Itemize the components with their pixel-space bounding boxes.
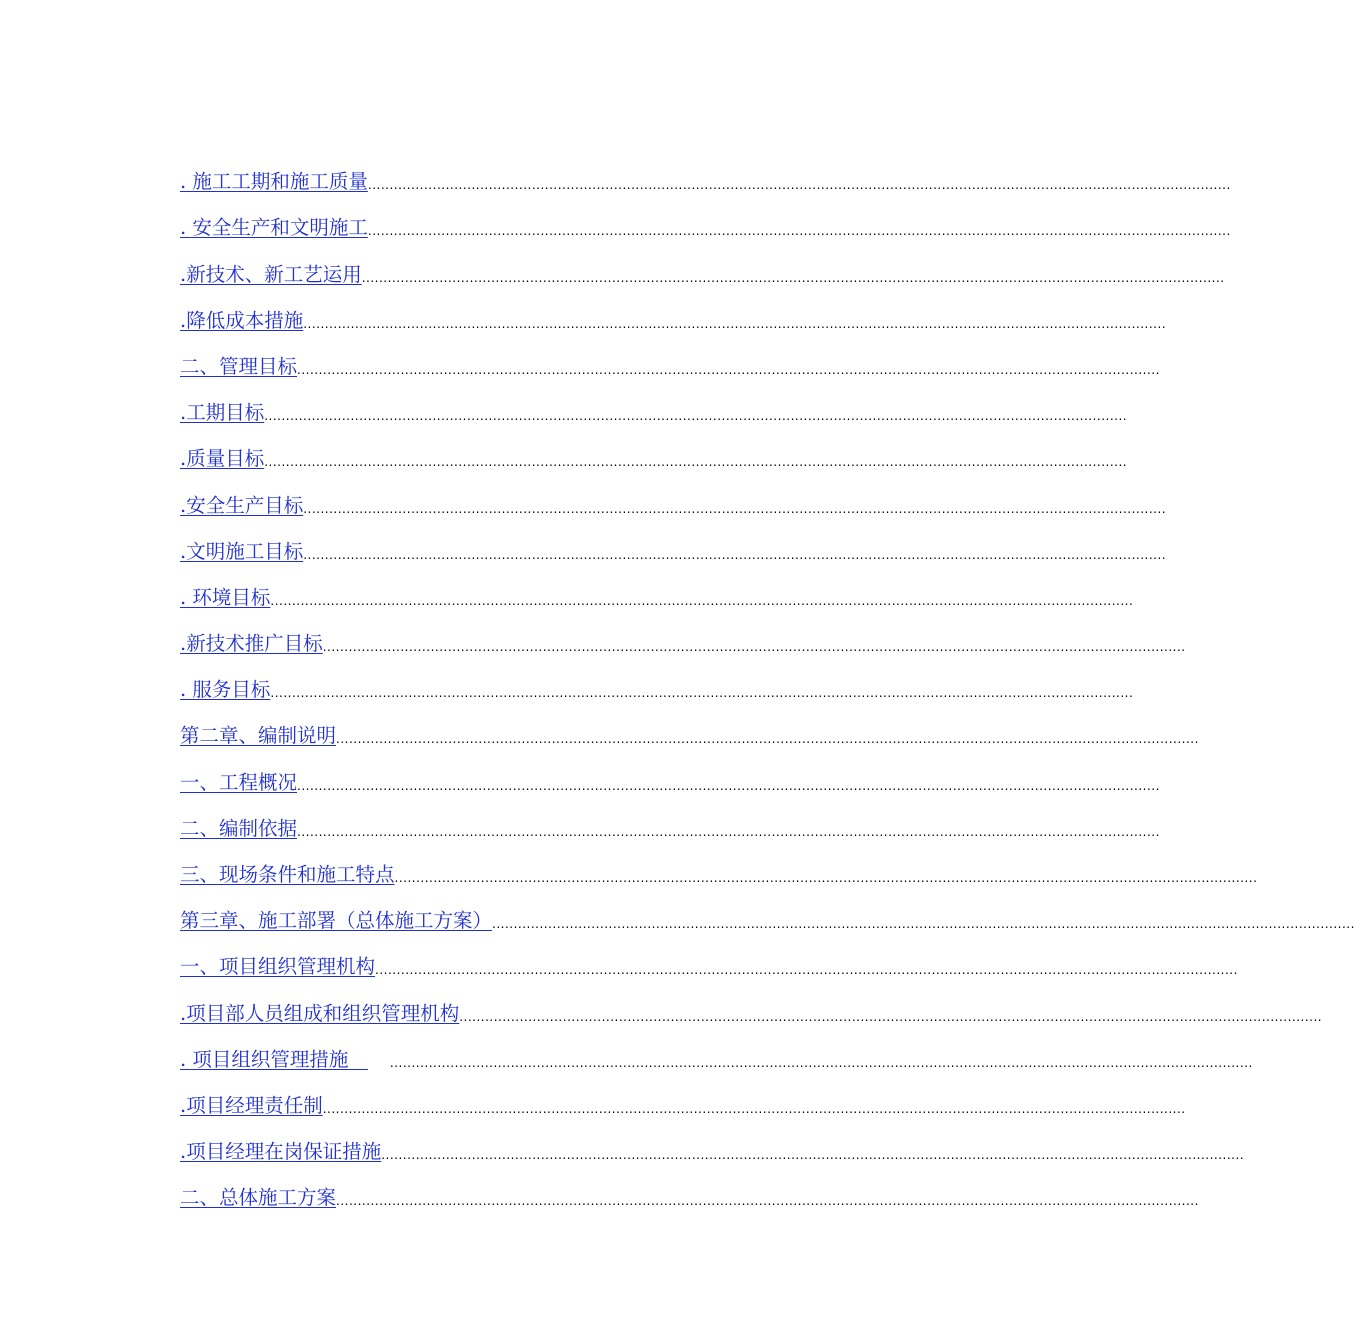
- toc-leader-dots: ........................................................................................................................................................................................................: [297, 824, 1160, 839]
- toc-leader-dots: ........................................................................................................................................................................................................: [303, 547, 1167, 562]
- toc-entry[interactable]: [180, 799, 1160, 845]
- toc-link[interactable]: . 项目组织管理措施: [180, 1047, 368, 1071]
- toc-entry[interactable]: [180, 752, 1160, 798]
- toc-leader-dots: ........................................................................................................................................................................................................: [336, 732, 1199, 747]
- toc-leader-dots: ........................................................................................................................................................................................................: [322, 640, 1186, 655]
- toc-link[interactable]: 二、管理目标: [180, 354, 298, 378]
- toc-entry[interactable]: [180, 568, 1134, 614]
- toc-entry[interactable]: [180, 1168, 1199, 1214]
- toc-entry[interactable]: [180, 429, 1128, 475]
- toc-link[interactable]: .文明施工目标: [180, 539, 304, 563]
- toc-link[interactable]: . 服务目标: [180, 678, 271, 702]
- toc-leader-dots: ........................................................................................................................................................................................................: [264, 455, 1128, 470]
- toc-link[interactable]: 第二章、编制说明: [180, 724, 337, 748]
- toc-leader-dots: ........................................................................................................................................................................................................: [322, 1101, 1186, 1116]
- toc-entry[interactable]: [180, 1122, 1245, 1168]
- toc-link[interactable]: 三、现场条件和施工特点: [180, 863, 395, 886]
- toc-link[interactable]: .项目经理在岗保证措施: [180, 1140, 382, 1164]
- toc-entry[interactable]: [180, 244, 1225, 290]
- toc-entry[interactable]: [180, 937, 1238, 983]
- toc-entry[interactable]: [180, 337, 1160, 383]
- toc-leader-dots: ........................................................................................................................................................................................................: [381, 1148, 1245, 1163]
- toc-link[interactable]: 第三章、施工部署（总体施工方案）: [180, 909, 493, 933]
- table-of-contents: [180, 152, 1355, 1214]
- toc-leader-dots: ........................................................................................................................................................................................................: [389, 1055, 1253, 1070]
- toc-entry[interactable]: [180, 198, 1231, 244]
- toc-leader-dots: ........................................................................................................................................................................................................: [375, 963, 1238, 978]
- toc-link[interactable]: . 环境目标: [180, 585, 271, 609]
- toc-leader-dots: ........................................................................................................................................................................................................: [264, 409, 1128, 424]
- toc-link[interactable]: . 安全生产和文明施工: [180, 216, 368, 240]
- toc-link[interactable]: .降低成本措施: [180, 308, 304, 332]
- toc-link[interactable]: .质量目标: [180, 447, 265, 471]
- toc-link[interactable]: . 施工工期和施工质量: [180, 170, 368, 194]
- toc-entry[interactable]: [180, 522, 1167, 568]
- toc-entry[interactable]: [180, 706, 1199, 752]
- toc-link[interactable]: .新技术推广目标: [180, 632, 323, 656]
- toc-entry[interactable]: [180, 614, 1186, 660]
- toc-leader-dots: ........................................................................................................................................................................................................: [459, 1009, 1323, 1024]
- toc-entry[interactable]: [180, 475, 1167, 521]
- toc-leader-dots: ........................................................................................................................................................................................................: [297, 778, 1160, 793]
- toc-link[interactable]: .安全生产目标: [180, 493, 304, 517]
- toc-leader-dots: ........................................................................................................................................................................................................: [297, 362, 1160, 377]
- toc-leader-dots: ........................................................................................................................................................................................................: [394, 871, 1258, 885]
- toc-link[interactable]: .新技术、新工艺运用: [180, 262, 362, 286]
- toc-entry[interactable]: [180, 291, 1167, 337]
- toc-link[interactable]: 一、工程概况: [180, 770, 298, 794]
- toc-link[interactable]: .项目部人员组成和组织管理机构: [180, 1001, 460, 1025]
- toc-leader-dots: ........................................................................................................................................................................................................: [492, 917, 1355, 932]
- toc-entry[interactable]: [180, 383, 1128, 429]
- toc-link[interactable]: .项目经理责任制: [180, 1093, 323, 1117]
- toc-entry[interactable]: [180, 1076, 1186, 1122]
- toc-leader-dots: ........................................................................................................................................................................................................: [367, 178, 1231, 193]
- toc-leader-dots: ........................................................................................................................................................................................................: [303, 316, 1167, 331]
- toc-entry[interactable]: [180, 983, 1323, 1029]
- toc-link[interactable]: 二、编制依据: [180, 816, 298, 840]
- toc-link[interactable]: 二、总体施工方案: [180, 1186, 337, 1210]
- toc-leader-dots: ........................................................................................................................................................................................................: [270, 593, 1134, 608]
- toc-entry[interactable]: [180, 891, 1355, 937]
- toc-leader-dots: ........................................................................................................................................................................................................: [270, 686, 1134, 701]
- toc-entry[interactable]: [180, 152, 1231, 198]
- toc-leader-dots: ........................................................................................................................................................................................................: [336, 1194, 1199, 1209]
- toc-entry[interactable]: [180, 660, 1134, 706]
- toc-leader-dots: ........................................................................................................................................................................................................: [367, 224, 1231, 239]
- toc-entry[interactable]: [180, 1030, 1253, 1076]
- toc-link[interactable]: .工期目标: [180, 401, 265, 425]
- toc-leader-dots: ........................................................................................................................................................................................................: [303, 501, 1167, 516]
- toc-leader-dots: ........................................................................................................................................................................................................: [361, 270, 1225, 285]
- toc-entry[interactable]: [180, 845, 1258, 891]
- toc-link[interactable]: 一、项目组织管理机构: [180, 955, 376, 979]
